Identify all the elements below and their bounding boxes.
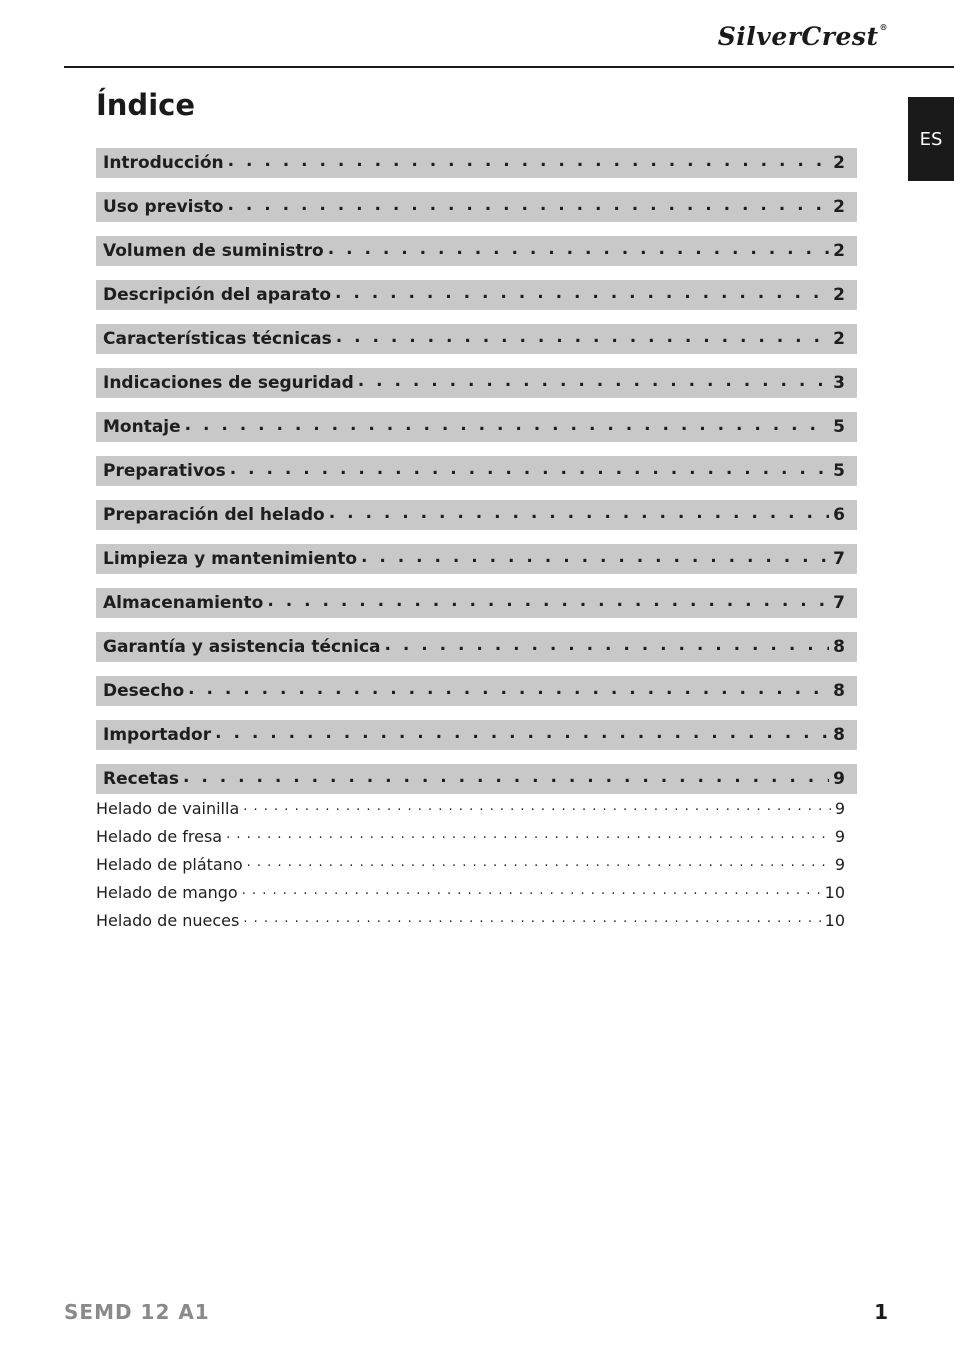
toc-leader bbox=[215, 725, 829, 742]
toc-section-page: 9 bbox=[833, 769, 845, 789]
toc-subsection-label: Helado de fresa bbox=[96, 826, 223, 846]
toc-leader bbox=[267, 593, 829, 610]
toc-section-label: Introducción bbox=[103, 153, 224, 173]
toc-section[interactable] bbox=[96, 148, 857, 178]
toc-subsection-list bbox=[96, 794, 857, 934]
page-number: 1 bbox=[874, 1300, 888, 1324]
toc-subsection-page: 10 bbox=[824, 910, 845, 930]
toc-section-page: 2 bbox=[833, 241, 845, 261]
toc-section[interactable] bbox=[96, 764, 857, 794]
toc-section-page: 7 bbox=[833, 593, 845, 613]
toc-leader bbox=[185, 417, 830, 434]
toc-leader bbox=[183, 769, 829, 786]
toc-section[interactable] bbox=[96, 236, 857, 266]
toc-leader bbox=[335, 285, 829, 302]
toc-section-label: Indicaciones de seguridad bbox=[103, 373, 354, 393]
toc-section-label: Preparativos bbox=[103, 461, 226, 481]
toc-leader bbox=[243, 800, 831, 813]
toc-section-page: 8 bbox=[833, 725, 845, 745]
toc-section-label: Características técnicas bbox=[103, 329, 332, 349]
toc-section[interactable] bbox=[96, 720, 857, 750]
toc-section[interactable] bbox=[96, 324, 857, 354]
toc-section-label: Importador bbox=[103, 725, 212, 745]
toc-section-page: 2 bbox=[833, 285, 845, 305]
toc-section-label: Desecho bbox=[103, 681, 185, 701]
brand-name: SilverCrest bbox=[717, 22, 879, 51]
toc-section-label: Limpieza y mantenimiento bbox=[103, 549, 358, 569]
toc-leader bbox=[385, 637, 830, 654]
toc-section-page: 5 bbox=[833, 417, 845, 437]
toc-section-label: Uso previsto bbox=[103, 197, 224, 217]
toc-leader bbox=[242, 884, 821, 897]
toc-section-label: Garantía y asistencia técnica bbox=[103, 637, 381, 657]
toc-subsection-label: Helado de vainilla bbox=[96, 798, 240, 818]
toc-section[interactable] bbox=[96, 368, 857, 398]
toc-section-page: 8 bbox=[833, 637, 845, 657]
toc-section-label: Preparación del helado bbox=[103, 505, 325, 525]
toc-section[interactable] bbox=[96, 280, 857, 310]
toc-section-page: 6 bbox=[833, 505, 845, 525]
toc-section-label: Almacenamiento bbox=[103, 593, 264, 613]
toc-section-page: 3 bbox=[833, 373, 845, 393]
toc-leader bbox=[188, 681, 829, 698]
toc-subsection-page: 9 bbox=[834, 826, 845, 846]
toc-section-page: 7 bbox=[833, 549, 845, 569]
toc-leader bbox=[329, 505, 829, 522]
toc-section[interactable] bbox=[96, 676, 857, 706]
toc-section-page: 2 bbox=[833, 329, 845, 349]
toc-section[interactable] bbox=[96, 456, 857, 486]
toc-subsection[interactable] bbox=[96, 906, 857, 934]
toc-section[interactable] bbox=[96, 544, 857, 574]
toc-leader bbox=[247, 856, 831, 869]
toc-leader bbox=[328, 241, 829, 258]
header-rule bbox=[64, 66, 954, 68]
toc-subsection-page: 10 bbox=[824, 882, 845, 902]
toc-leader bbox=[336, 329, 829, 346]
toc-subsection[interactable] bbox=[96, 822, 857, 850]
toc-section-page: 2 bbox=[833, 153, 845, 173]
toc-subsection[interactable] bbox=[96, 794, 857, 822]
toc-section[interactable] bbox=[96, 412, 857, 442]
toc-subsection[interactable] bbox=[96, 850, 857, 878]
language-tab: ES bbox=[908, 97, 954, 181]
brand-logo bbox=[718, 22, 888, 51]
toc-subsection-label: Helado de nueces bbox=[96, 910, 240, 930]
toc-section[interactable] bbox=[96, 632, 857, 662]
toc-section-page: 5 bbox=[833, 461, 845, 481]
toc-leader bbox=[243, 912, 820, 925]
toc-subsection-page: 9 bbox=[834, 798, 845, 818]
toc-section-label: Recetas bbox=[103, 769, 179, 789]
toc-section-page: 2 bbox=[833, 197, 845, 217]
toc-section-label: Descripción del aparato bbox=[103, 285, 332, 305]
toc-subsection[interactable] bbox=[96, 878, 857, 906]
toc-section-page: 8 bbox=[833, 681, 845, 701]
toc-leader bbox=[227, 197, 829, 214]
toc-section[interactable] bbox=[96, 192, 857, 222]
toc-leader bbox=[228, 153, 830, 170]
table-of-contents bbox=[96, 148, 857, 934]
toc-subsection-label: Helado de mango bbox=[96, 882, 238, 902]
model-number: SEMD 12 A1 bbox=[64, 1300, 210, 1324]
toc-section-label: Volumen de suministro bbox=[103, 241, 324, 261]
toc-section[interactable] bbox=[96, 500, 857, 530]
registered-mark: ® bbox=[879, 22, 888, 32]
toc-leader bbox=[358, 373, 829, 390]
toc-subsection-page: 9 bbox=[834, 854, 845, 874]
toc-leader bbox=[361, 549, 829, 566]
toc-leader bbox=[226, 828, 831, 841]
toc-section[interactable] bbox=[96, 588, 857, 618]
toc-section-label: Montaje bbox=[103, 417, 181, 437]
toc-subsection-label: Helado de plátano bbox=[96, 854, 243, 874]
toc-leader bbox=[230, 461, 829, 478]
page-title: Índice bbox=[96, 88, 195, 122]
